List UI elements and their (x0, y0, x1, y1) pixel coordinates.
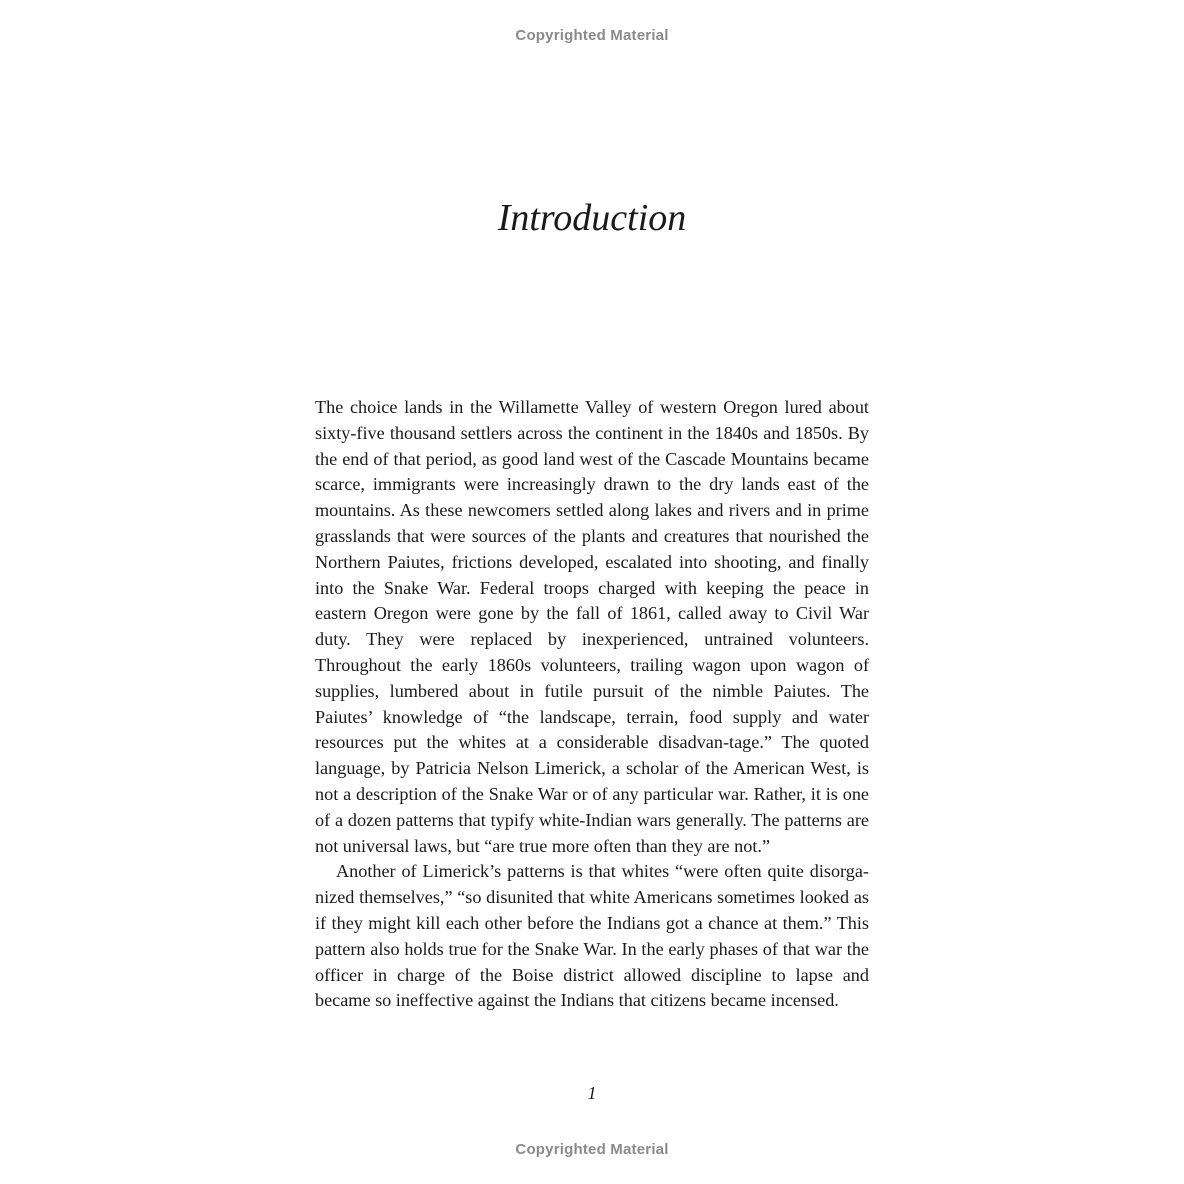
paragraph-1: The choice lands in the Willamette Valley of western Oregon lured about sixty-five thousand settlers across the continent in the 1840s and 1850s. By the end of that period, as good land west of the Cascade Mountains became scarce, immigrants were increasingly drawn to the dry lands east of the mountains. As these newcomers settled along lakes and rivers and in prime grasslands that were sources of the plants and creatures that nourished the Northern Paiutes, frictions developed, escalated into shooting, and finally into the Snake War. Federal troops charged with keeping the peace in eastern Oregon were gone by the fall of 1861, called away to Civil War duty. They were replaced by inexperienced, untrained volunteers. Throughout the early 1860s volunteers, trailing wagon upon wagon of supplies, lumbered about in futile pursuit of the nimble Paiutes. The Paiutes’ knowledge of “the landscape, terrain, food supply and water resources put the whites at a considerable disadvan-tage.” The quoted language, by Patricia Nelson Limerick, a scholar of the American West, is not a description of the Snake War or of any particular war. Rather, it is one of a dozen patterns that typify white-Indian wars generally. The patterns are not universal laws, but “are true more often than they are not.” (315, 397, 869, 856)
chapter-title: Introduction (497, 197, 687, 239)
copyright-watermark-top: Copyrighted Material (515, 27, 669, 44)
body-text (315, 395, 869, 1014)
page-number: 1 (587, 1083, 597, 1103)
paragraph-2: Another of Limerick’s patterns is that whites “were often quite disorga-nized themselves,” “so disunited that white Americans sometimes looked as if they might kill each other before the Indians got a chance at them.” This pattern also holds true for the Snake War. In the early phases of that war the officer in charge of the Boise district allowed discipline to lapse and became so ineffective against the Indians that citizens became incensed. (315, 861, 869, 1011)
copyright-watermark-bottom: Copyrighted Material (515, 1141, 669, 1158)
